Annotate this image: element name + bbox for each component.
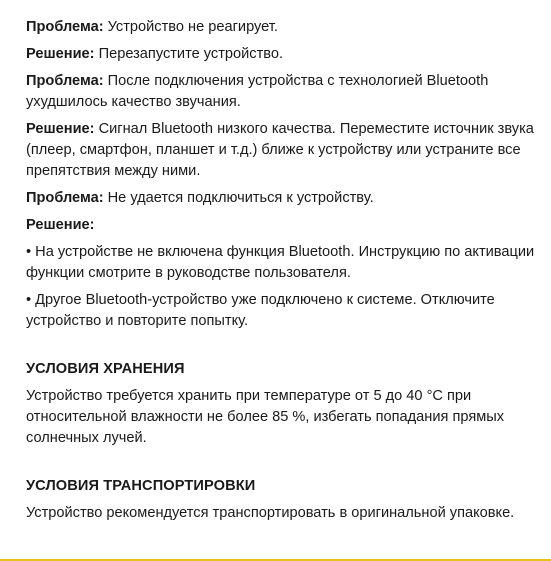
problem-text: Устройство не реагирует.	[107, 19, 278, 35]
solution-text: Перезапустите устройство.	[98, 46, 284, 62]
solution-3	[26, 215, 550, 236]
problem-text: Не удается подключиться к устройству.	[107, 190, 374, 206]
problem-label: Проблема:	[26, 19, 104, 35]
solution-label: Решение:	[26, 121, 95, 137]
problem-3	[26, 188, 550, 209]
storage-text: Устройство требуется хранить при температуре от 5 до 40 °C при относительной влажности не более 85 %, избегать попадания прямых солнечных лучей.	[26, 388, 505, 446]
problem-2	[26, 71, 550, 113]
bullet-item: • На устройстве не включена функция Bluetooth. Инструкцию по активации функции смотрите в руководстве пользователя.	[26, 244, 535, 281]
solution-text: Сигнал Bluetooth низкого качества. Переместите источник звука (плеер, смартфон, планшет и т.д.) ближе к устройству или устраните все препятствия между ними.	[26, 121, 534, 179]
solution-label: Решение:	[26, 217, 95, 233]
bullet-item: • Другое Bluetooth-устройство уже подключено к системе. Отключите устройство и повторите попытку.	[26, 292, 495, 329]
problem-text: После подключения устройства с технологией Bluetooth ухудшилось качество звучания.	[26, 73, 489, 110]
problem-label: Проблема:	[26, 73, 104, 89]
problem-1	[26, 17, 550, 38]
storage-heading: УСЛОВИЯ ХРАНЕНИЯ	[26, 361, 185, 377]
transport-text: Устройство рекомендуется транспортировать в оригинальной упаковке.	[26, 505, 515, 521]
solution-1	[26, 44, 550, 65]
transport-heading: УСЛОВИЯ ТРАНСПОРТИРОВКИ	[26, 478, 256, 494]
problem-label: Проблема:	[26, 190, 104, 206]
solution-2	[26, 119, 550, 182]
solution-label: Решение:	[26, 46, 95, 62]
document-body	[26, 17, 550, 530]
